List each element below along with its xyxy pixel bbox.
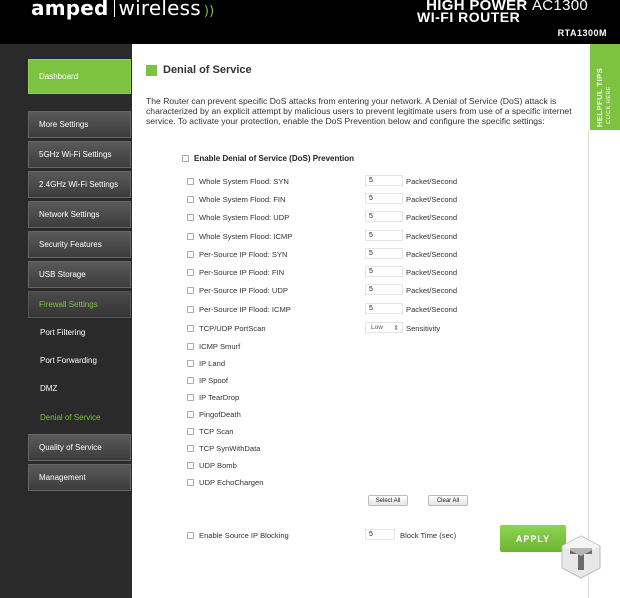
enable-dos-label: Enable Denial of Service (DoS) Prevention [194, 154, 355, 163]
flood-label: Per-Source IP Flood: FIN [199, 267, 285, 277]
title-square-icon [146, 65, 157, 76]
check-label: ICMP Smurf [199, 341, 241, 351]
flood-row [187, 211, 289, 223]
brand-wireless: wireless [118, 0, 201, 20]
flood-label: Whole System Flood: FIN [199, 194, 286, 204]
sensitivity-value: Low [371, 324, 383, 331]
flood-checkbox[interactable] [187, 287, 194, 294]
check-row [187, 357, 225, 369]
check-checkbox[interactable] [187, 445, 194, 452]
flood-value-input[interactable]: 5 [365, 248, 403, 259]
sidebar-item-port-filtering[interactable]: Port Filtering [40, 327, 86, 337]
flood-unit: Packet/Second [406, 177, 458, 186]
source-block-label: Enable Source IP Blocking [199, 530, 289, 540]
wifi-signal-icon: )) [203, 4, 215, 19]
flood-checkbox[interactable] [187, 196, 194, 203]
flood-value-input[interactable]: 5 [365, 193, 403, 204]
flood-unit: Packet/Second [406, 268, 458, 277]
sidebar-item-5ghz-wifi[interactable]: 5GHz Wi-Fi Settings [28, 141, 131, 168]
brand-logo [31, 0, 214, 20]
flood-unit: Packet/Second [406, 305, 458, 314]
flood-label: Per-Source IP Flood: ICMP [199, 304, 291, 314]
flood-row [187, 303, 291, 315]
watermark-logo [558, 534, 604, 580]
check-label: TCP Scan [199, 426, 234, 436]
flood-unit: Packet/Second [406, 213, 458, 222]
portscan-row [187, 322, 266, 334]
check-label: IP Spoof [199, 375, 228, 385]
model-number: RTA1300M [557, 28, 607, 38]
flood-value-input[interactable]: 5 [365, 175, 403, 186]
check-checkbox[interactable] [187, 394, 194, 401]
check-label: IP Land [199, 358, 226, 368]
main-content [132, 44, 588, 598]
check-row [187, 476, 263, 488]
check-checkbox[interactable] [187, 411, 194, 418]
page-title: Denial of Service [163, 64, 252, 76]
header [0, 0, 620, 44]
flood-row [187, 175, 289, 187]
check-row [187, 408, 241, 420]
source-block-row [187, 529, 289, 541]
sidebar-item-usb-storage[interactable]: USB Storage [28, 261, 131, 288]
flood-checkbox[interactable] [187, 269, 194, 276]
flood-checkbox[interactable] [187, 251, 194, 258]
clear-all-button[interactable]: Clear All [428, 495, 468, 506]
apply-button[interactable]: APPLY [500, 525, 566, 552]
portscan-label: TCP/UDP PortScan [199, 323, 266, 333]
sidebar-item-more-settings[interactable]: More Settings [28, 111, 131, 138]
sidebar-item-denial-of-service[interactable]: Denial of Service [40, 412, 101, 422]
sidebar-item-firewall[interactable]: Firewall Settings [28, 291, 131, 318]
check-checkbox[interactable] [187, 479, 194, 486]
product-line2: WI-FI ROUTER [417, 9, 521, 25]
flood-row [187, 230, 292, 242]
sensitivity-label: Sensitivity [406, 324, 441, 333]
select-arrows-icon: ⇕ [393, 324, 399, 332]
check-row [187, 391, 239, 403]
flood-value-input[interactable]: 5 [365, 266, 403, 277]
sidebar-item-security[interactable]: Security Features [28, 231, 131, 258]
flood-unit: Packet/Second [406, 286, 458, 295]
sidebar-item-qos[interactable]: Quality of Service [28, 434, 131, 461]
sensitivity-select[interactable] [365, 322, 403, 333]
flood-row [187, 248, 288, 260]
enable-dos-checkbox[interactable] [182, 155, 189, 162]
flood-label: Whole System Flood: ICMP [199, 231, 293, 241]
flood-label: Per-Source IP Flood: SYN [199, 249, 288, 259]
page-title-wrap [146, 64, 252, 76]
check-checkbox[interactable] [187, 377, 194, 384]
sidebar-item-port-forwarding[interactable]: Port Forwarding [40, 355, 97, 365]
product-high-power: HIGH POWER [426, 0, 528, 14]
flood-value-input[interactable]: 5 [365, 303, 403, 314]
flood-value-input[interactable]: 5 [365, 211, 403, 222]
flood-row [187, 193, 286, 205]
check-label: IP TearDrop [199, 392, 240, 402]
enable-dos-row [182, 154, 354, 163]
check-row [187, 442, 260, 454]
check-checkbox[interactable] [187, 343, 194, 350]
block-time-input[interactable]: 5 [365, 529, 395, 540]
flood-unit: Packet/Second [406, 250, 458, 259]
sidebar-item-24ghz-wifi[interactable]: 2.4GHz Wi-Fi Settings [28, 171, 131, 198]
flood-value-input[interactable]: 5 [365, 284, 403, 295]
flood-label: Per-Source IP Flood: UDP [199, 285, 288, 295]
flood-checkbox[interactable] [187, 306, 194, 313]
flood-row [187, 266, 284, 278]
flood-checkbox[interactable] [187, 178, 194, 185]
flood-unit: Packet/Second [406, 195, 458, 204]
helpful-tips-tab[interactable] [590, 44, 620, 130]
source-block-checkbox[interactable] [187, 532, 194, 539]
check-label: UDP Bomb [199, 460, 237, 470]
sidebar-item-dashboard[interactable]: Dashboard [28, 59, 131, 94]
helpful-tips-title: HELPFUL TIPS [595, 67, 604, 127]
check-row [187, 340, 240, 352]
portscan-checkbox[interactable] [187, 325, 194, 332]
flood-value-input[interactable]: 5 [365, 230, 403, 241]
product-ac1300: AC1300 [531, 0, 588, 14]
sidebar-item-dmz[interactable]: DMZ [40, 383, 58, 393]
flood-checkbox[interactable] [187, 233, 194, 240]
flood-checkbox[interactable] [187, 214, 194, 221]
tips-rail [588, 130, 620, 598]
sidebar-item-management[interactable]: Management [28, 464, 131, 491]
brand-amped: amped [31, 0, 109, 20]
flood-row [187, 284, 288, 296]
intro-text: The Router can prevent specific DoS attacks from entering your network. A Denial of Service (DoS) attack is characterized by an explicit attempt by malicious users to prevent legitimate users from use of a specific internet service. To activate your protection, enable the DoS Prevention below and configure the specific settings: [146, 96, 572, 126]
check-label: UDP EchoChargen [199, 477, 264, 487]
check-row [187, 425, 233, 437]
check-checkbox[interactable] [187, 360, 194, 367]
check-checkbox[interactable] [187, 428, 194, 435]
select-all-button[interactable]: Select All [368, 495, 408, 506]
check-label: TCP SynWithData [199, 443, 261, 453]
block-time-unit: Block Time (sec) [400, 531, 457, 540]
flood-label: Whole System Flood: UDP [199, 212, 290, 222]
flood-label: Whole System Flood: SYN [199, 176, 289, 186]
sidebar-item-network[interactable]: Network Settings [28, 201, 131, 228]
helpful-tips-sub: CLICK HERE [606, 85, 612, 124]
check-row [187, 459, 237, 471]
check-checkbox[interactable] [187, 462, 194, 469]
flood-unit: Packet/Second [406, 232, 458, 241]
check-label: PingofDeath [199, 409, 241, 419]
check-row [187, 374, 228, 386]
